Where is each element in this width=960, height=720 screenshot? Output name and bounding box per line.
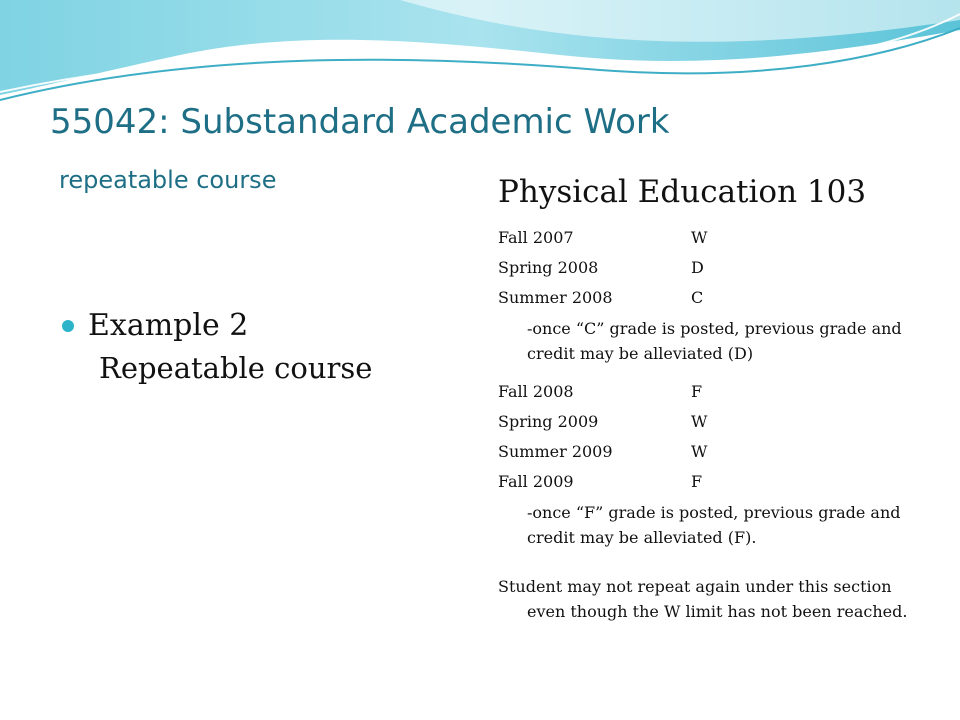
term-label: Spring 2008 — [498, 257, 599, 277]
grade-note: -once “C” grade is posted, previous grade and credit may be alleviated (D) — [527, 319, 902, 363]
course-history — [498, 174, 918, 624]
course-heading: Physical Education 103 — [498, 174, 867, 210]
grade-row — [498, 466, 918, 496]
grade-row — [498, 436, 918, 466]
bullet-item — [62, 308, 372, 343]
term-label: Fall 2009 — [498, 471, 574, 491]
grade-value: W — [691, 227, 708, 247]
grade-value: D — [691, 257, 704, 277]
header-wave-decoration — [0, 0, 960, 110]
grade-value: W — [691, 411, 708, 431]
bullet-text: Example 2 — [88, 308, 249, 343]
slide-subtitle: repeatable course — [59, 166, 277, 194]
bullet-subitem: Repeatable course — [99, 351, 373, 385]
term-label: Summer 2008 — [498, 287, 613, 307]
grade-note: -once “F” grade is posted, previous grade and credit may be alleviated (F). — [527, 503, 901, 547]
slide-title: 55042: Substandard Academic Work — [50, 102, 670, 142]
term-label: Summer 2009 — [498, 441, 613, 461]
grade-value: F — [691, 381, 703, 401]
grade-row — [498, 376, 918, 406]
grade-value: C — [691, 287, 704, 307]
grade-row — [498, 222, 918, 252]
example-list — [62, 308, 372, 385]
grade-row — [498, 282, 918, 312]
grade-value: F — [691, 471, 703, 491]
term-label: Fall 2007 — [498, 227, 574, 247]
grade-value: W — [691, 441, 708, 461]
term-label: Fall 2008 — [498, 381, 574, 401]
grade-row — [498, 252, 918, 282]
grade-row — [498, 406, 918, 436]
bullet-dot-icon — [62, 320, 74, 332]
term-label: Spring 2009 — [498, 411, 599, 431]
repeat-policy-statement: Student may not repeat again under this section even though the W limit has not been reached. — [498, 577, 908, 621]
